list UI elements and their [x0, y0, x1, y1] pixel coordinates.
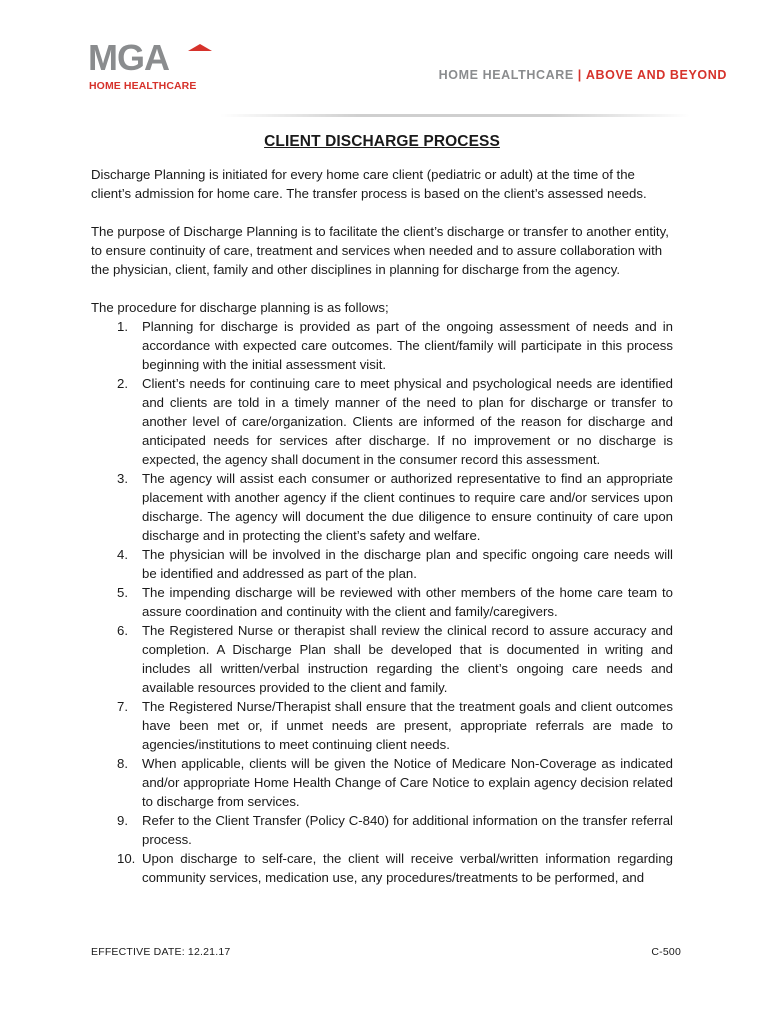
step-number: 3. — [117, 471, 128, 486]
step-text: When applicable, clients will be given the Notice of Medicare Non-Coverage as indicated and/or appropriate Home Health Change of Care Notice to explain agency decision related to discharge from services. — [142, 756, 673, 809]
step-text: The agency will assist each consumer or authorized representative to find an appropriate placement with another agency if the client continues to require care and/or services upon discharge. The agency will document the due diligence to ensure continuity of care upon discharge and in protecting the client’s safety and welfare. — [142, 471, 673, 543]
step-text: The Registered Nurse or therapist shall review the clinical record to assure accuracy and completion. A Discharge Plan shall be developed that is documented in writing and includes all written/verbal instruction regarding the client’s ongoing care needs and available resources provided to the client and family. — [142, 623, 673, 695]
list-item — [91, 545, 673, 583]
step-text: The physician will be involved in the discharge plan and specific ongoing care needs will be identified and addressed as part of the plan. — [142, 547, 673, 581]
tagline-left: HOME HEALTHCARE — [438, 68, 574, 82]
step-number: 4. — [117, 547, 128, 562]
policy-code: C-500 — [651, 946, 681, 958]
logo-wordmark: MGA — [88, 37, 169, 78]
step-number: 9. — [117, 813, 128, 828]
step-number: 7. — [117, 699, 128, 714]
list-item — [91, 317, 673, 374]
list-item — [91, 621, 673, 697]
tagline-right: ABOVE AND BEYOND — [585, 68, 727, 82]
effective-date: EFFECTIVE DATE: 12.21.17 — [91, 946, 231, 958]
step-number: 8. — [117, 756, 128, 771]
document-title: CLIENT DISCHARGE PROCESS — [264, 133, 500, 150]
list-item — [91, 754, 673, 811]
list-item — [91, 849, 673, 887]
header-tagline — [439, 68, 727, 82]
page-header — [0, 0, 770, 120]
step-text: Upon discharge to self-care, the client will receive verbal/written information regarding community services, medication use, any procedures/treatments to be performed, and — [142, 851, 673, 885]
list-item — [91, 583, 673, 621]
tagline-separator: | — [577, 68, 582, 82]
mga-logo — [88, 37, 218, 94]
header-divider — [220, 114, 690, 117]
list-item — [91, 811, 673, 849]
step-text: The Registered Nurse/Therapist shall ensure that the treatment goals and client outcomes have been met or, if unmet needs are present, appropriate referrals are made to agencies/institutions to meet continuing client needs. — [142, 699, 673, 752]
step-number: 1. — [117, 319, 128, 334]
procedure-steps — [91, 317, 673, 887]
list-item — [91, 697, 673, 754]
step-number: 5. — [117, 585, 128, 600]
document-body — [91, 132, 673, 887]
paragraph-purpose: The purpose of Discharge Planning is to facilitate the client’s discharge or transfer to another entity, to ensure continuity of care, treatment and services when needed and to assure collaboration with the physician, client, family and other disciplines in planning for discharge from the agency. — [91, 224, 669, 277]
step-text: Client’s needs for continuing care to meet physical and psychological needs are identified and clients are told in a timely manner of the need to plan for discharge or transfer to another level of care/organization. Clients are informed of the reason for discharge and anticipated needs for services after discharge. If no improvement or no discharge is expected, the agency shall document in the consumer record this assessment. — [142, 376, 673, 467]
paragraph-initiation: Discharge Planning is initiated for every home care client (pediatric or adult) at the time of the client’s admission for home care. The transfer process is based on the client’s assessed needs. — [91, 167, 647, 201]
step-text: Planning for discharge is provided as part of the ongoing assessment of needs and in accordance with expected care outcomes. The client/family will participate in this process beginning with the initial assessment visit. — [142, 319, 673, 372]
procedure-intro: The procedure for discharge planning is as follows; — [91, 300, 389, 315]
step-number: 2. — [117, 376, 128, 391]
logo-subtitle: HOME HEALTHCARE — [89, 80, 197, 92]
step-number: 10. — [117, 851, 136, 866]
step-text: The impending discharge will be reviewed with other members of the home care team to assure coordination and continuity with the client and family/caregivers. — [142, 585, 673, 619]
list-item — [91, 469, 673, 545]
list-item — [91, 374, 673, 469]
step-text: Refer to the Client Transfer (Policy C-840) for additional information on the transfer referral process. — [142, 813, 673, 847]
step-number: 6. — [117, 623, 128, 638]
